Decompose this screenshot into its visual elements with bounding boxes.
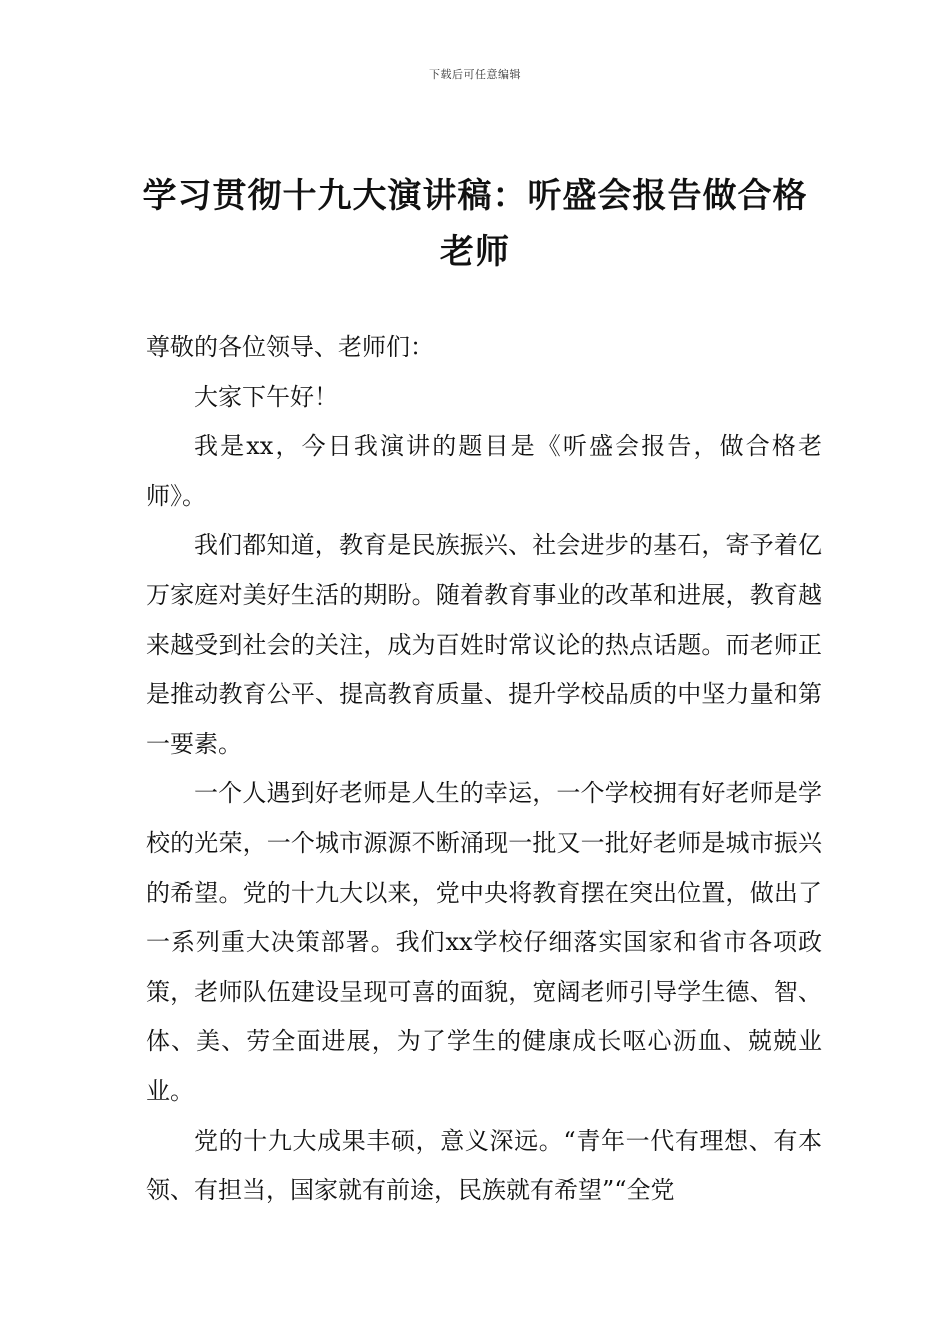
paragraph-education: 我们都知道，教育是民族振兴、社会进步的基石，寄予着亿万家庭对美好生活的期盼。随着教育事业的改革和进展，教育越来越受到社会的关注，成为百姓时常议论的热点话题。而老师正是推动教育公平、提高教育质量、提升学校品质的中坚力量和第一要素。 bbox=[146, 531, 822, 758]
header-note: 下载后可任意编辑 bbox=[429, 68, 521, 81]
document-body bbox=[146, 323, 822, 1216]
paragraph-good-teachers: 一个人遇到好老师是人生的幸运，一个学校拥有好老师是学校的光荣，一个城市源源不断涌现一批又一批好老师是城市振兴的希望。党的十九大以来，党中央将教育摆在突出位置，做出了一系列重大决策部署。我们xx学校仔细落实国家和省市各项政策，老师队伍建设呈现可喜的面貌，宽阔老师引导学生德、智、体、美、劳全面进展，为了学生的健康成长呕心沥血、兢兢业业。 bbox=[146, 779, 822, 1105]
salutation: 尊敬的各位领导、老师们： bbox=[146, 333, 434, 361]
paragraph-greeting: 大家下午好！ bbox=[194, 382, 338, 411]
paragraph-intro: 我是xx，今日我演讲的题目是《听盛会报告，做合格老师》。 bbox=[146, 432, 822, 510]
paragraph-congress: 党的十九大成果丰硕，意义深远。“青年一代有理想、有本领、有担当，国家就有前途，民族就有希望”“全党 bbox=[146, 1126, 822, 1205]
document-title: 学习贯彻十九大演讲稿：听盛会报告做合格老师 bbox=[142, 176, 808, 272]
